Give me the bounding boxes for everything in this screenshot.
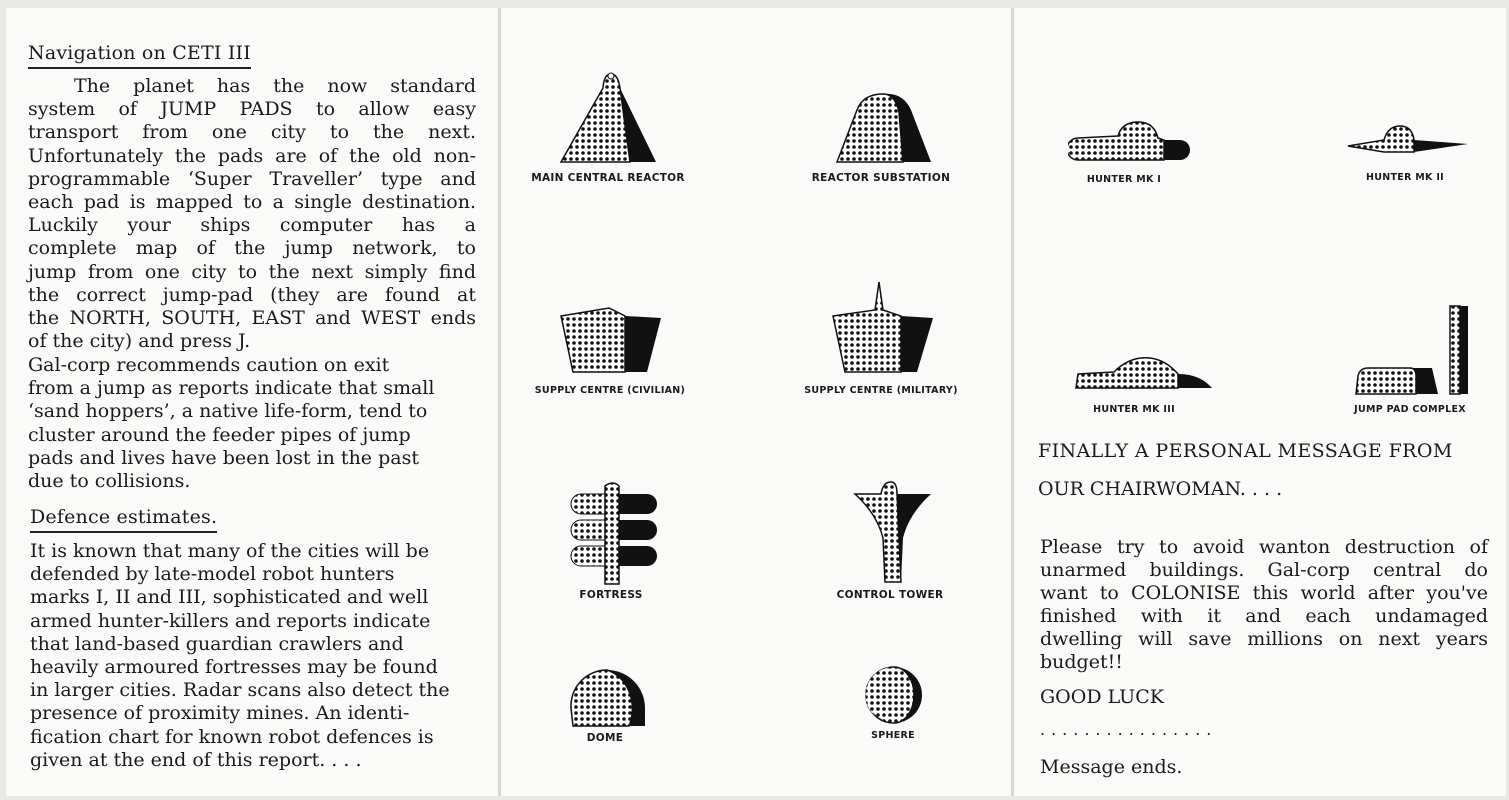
signature-dots: ................	[1040, 720, 1218, 739]
nav-line: transport from one city to the next.	[28, 121, 476, 144]
message-line: budget!!	[1040, 651, 1123, 673]
dome-label: DOME	[586, 732, 624, 744]
hunter-mk3-icon	[1074, 348, 1216, 392]
nav-line: system of JUMP PADS to allow easy	[28, 98, 476, 121]
defence-line: marks I, II and III, sophisticated and well	[30, 586, 429, 609]
defence-line: fication chart for known robot defences is	[30, 725, 434, 748]
defence-line: It is known that many of the cities will be	[30, 540, 430, 562]
defence-line: heavily armoured fortresses may be found	[30, 656, 438, 679]
nav-line: jump from one city to the next simply find	[28, 260, 476, 283]
fortress-icon	[567, 480, 663, 586]
dome-icon	[567, 668, 649, 730]
nav-line: the correct jump-pad (they are found at	[28, 283, 476, 306]
sphere-label: SPHERE	[871, 730, 915, 741]
jump-pad-complex-icon	[1354, 298, 1474, 398]
caution-line: pads and lives have been lost in the past	[28, 446, 419, 469]
navigation-paragraph	[28, 75, 476, 353]
supply-centre-civilian-label: SUPPLY CENTRE (CIVILIAN)	[534, 385, 686, 396]
message-line: Please try to avoid wanton destruction of	[1040, 536, 1488, 558]
defence-line: in larger cities. Radar scans also detect the	[30, 679, 450, 702]
defence-line: armed hunter-killers and reports indicate	[30, 609, 431, 632]
sphere-icon	[863, 664, 925, 726]
hunter-mk1-icon	[1068, 120, 1192, 164]
message-paragraph	[1040, 536, 1488, 674]
defence-paragraph	[30, 540, 478, 772]
defence-line: given at the end of this report. . . .	[30, 748, 362, 771]
nav-line: programmable ‘Super Traveller’ type and	[28, 167, 476, 190]
caution-line: Gal-corp recommends caution on exit	[28, 354, 390, 376]
hunter-mk2-icon	[1344, 120, 1470, 160]
good-luck-text: GOOD LUCK	[1040, 686, 1164, 708]
hunter-mk1-label: HUNTER MK I	[1086, 174, 1162, 185]
message-line: finished with it and each undamaged	[1040, 605, 1488, 627]
middle-panel	[501, 8, 1011, 796]
defence-line: that land-based guardian crawlers and	[30, 632, 404, 655]
right-panel	[1014, 8, 1506, 796]
fortress-label: FORTRESS	[579, 589, 643, 601]
caution-line: ‘sand hoppers’, a native life-form, tend to	[28, 400, 428, 423]
nav-line: each pad is mapped to a single destination.	[28, 191, 476, 214]
caution-line: cluster around the feeder pipes of jump	[28, 423, 411, 446]
nav-line: the NORTH, SOUTH, EAST and WEST ends	[28, 307, 476, 330]
control-tower-icon	[853, 478, 933, 586]
main-central-reactor-label: MAIN CENTRAL REACTOR	[531, 172, 685, 184]
caution-line: from a jump as reports indicate that small	[28, 377, 435, 400]
reactor-substation-icon	[833, 90, 933, 166]
jump-pad-complex-label: JUMP PAD COMPLEX	[1354, 404, 1466, 415]
message-heading-line2: OUR CHAIRWOMAN. . . .	[1038, 478, 1283, 500]
hunter-mk3-label: HUNTER MK III	[1093, 404, 1175, 415]
supply-centre-military-label: SUPPLY CENTRE (MILITARY)	[804, 385, 958, 396]
caution-paragraph	[28, 354, 476, 493]
main-central-reactor-icon	[556, 66, 666, 166]
nav-line: complete map of the jump network, to	[28, 237, 476, 260]
nav-line: Unfortunately the pads are of the old non-	[28, 144, 476, 167]
message-line: dwelling will save millions on next years	[1040, 628, 1488, 650]
reactor-substation-label: REACTOR SUBSTATION	[811, 172, 951, 184]
supply-centre-civilian-icon	[559, 304, 663, 376]
message-line: want to COLONISE this world after you've	[1040, 582, 1488, 604]
message-line: unarmed buildings. Gal-corp central do	[1040, 559, 1488, 581]
defence-heading: Defence estimates.	[30, 506, 217, 533]
defence-line: presence of proximity mines. An identi-	[30, 702, 410, 725]
nav-line: of the city) and press J.	[28, 330, 251, 353]
defence-line: defended by late-model robot hunters	[30, 563, 395, 586]
message-ends-text: Message ends.	[1040, 756, 1183, 778]
supply-centre-military-icon	[831, 276, 935, 376]
hunter-mk2-label: HUNTER MK II	[1366, 172, 1444, 183]
navigation-heading: Navigation on CETI III	[28, 42, 251, 69]
caution-line: due to collisions.	[28, 470, 191, 493]
left-panel	[6, 8, 498, 796]
message-heading-line1: FINALLY A PERSONAL MESSAGE FROM	[1038, 440, 1453, 462]
nav-line: The planet has the now standard	[74, 75, 476, 97]
control-tower-label: CONTROL TOWER	[836, 589, 944, 601]
nav-line: Luckily your ships computer has a	[28, 214, 476, 237]
